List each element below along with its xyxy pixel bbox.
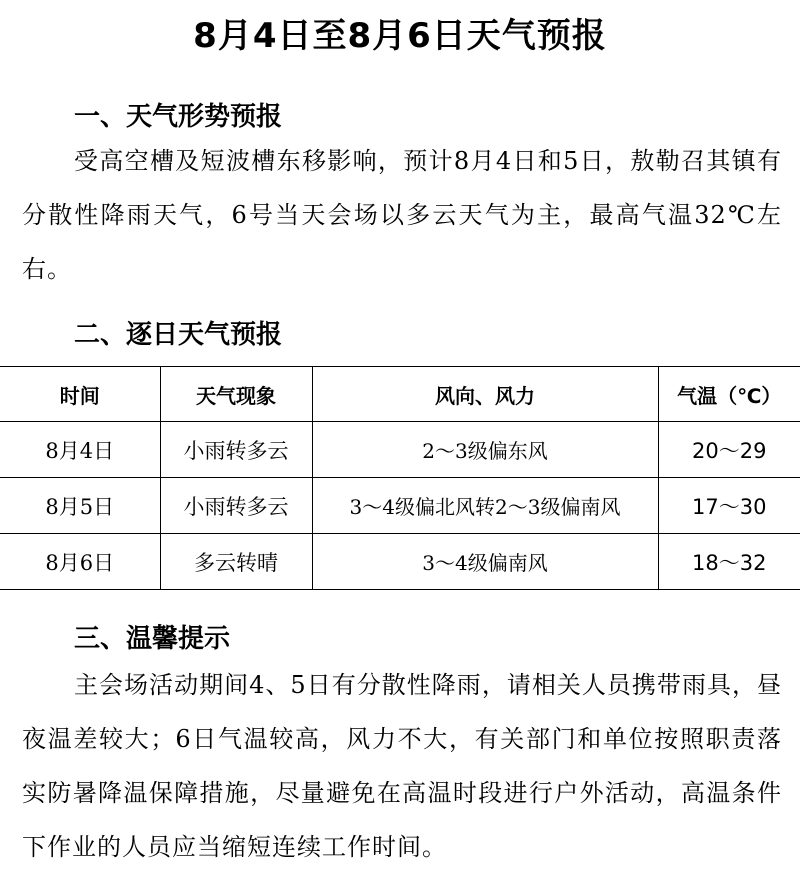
cell-weather: 多云转晴: [160, 534, 312, 590]
section-heading-tips: 三、温馨提示: [74, 624, 231, 654]
section-heading-situation: 一、天气形势预报: [74, 102, 283, 132]
situation-paragraph: 受高空槽及短波槽东移影响，预计8月4日和5日，敖勒召其镇有分散性降雨天气，6号当天会场以多云天气为主，最高气温32℃左右。: [22, 147, 782, 283]
table-row: [0, 422, 800, 478]
cell-weather: 小雨转多云: [160, 422, 312, 478]
tips-paragraph: 主会场活动期间4、5日有分散性降雨，请相关人员携带雨具，昼夜温差较大；6日气温较高，风力不大，有关部门和单位按照职责落实防暑降温保障措施，尽量避免在高温时段进行户外活动，高温条件下作业的人员应当缩短连续工作时间。: [22, 671, 782, 861]
cell-date: 8月4日: [0, 422, 160, 478]
header-wind: 风向、风力: [312, 367, 658, 422]
section-heading-daily: 二、逐日天气预报: [74, 320, 283, 350]
header-time: 时间: [0, 367, 160, 422]
cell-date: 8月5日: [0, 478, 160, 534]
page-title: 8月4日至8月6日天气预报: [193, 16, 607, 56]
cell-wind: 3～4级偏北风转2～3级偏南风: [312, 478, 658, 534]
table-header-row: [0, 367, 800, 422]
cell-date: 8月6日: [0, 534, 160, 590]
header-weather: 天气现象: [160, 367, 312, 422]
cell-wind: 2～3级偏东风: [312, 422, 658, 478]
cell-temperature: 17～30: [658, 478, 800, 534]
cell-temperature: 18～32: [658, 534, 800, 590]
cell-weather: 小雨转多云: [160, 478, 312, 534]
daily-forecast-table: [0, 366, 800, 590]
table-row: [0, 534, 800, 590]
cell-wind: 3～4级偏南风: [312, 534, 658, 590]
cell-temperature: 20～29: [658, 422, 800, 478]
table-row: [0, 478, 800, 534]
header-temperature: 气温（℃）: [658, 367, 800, 422]
